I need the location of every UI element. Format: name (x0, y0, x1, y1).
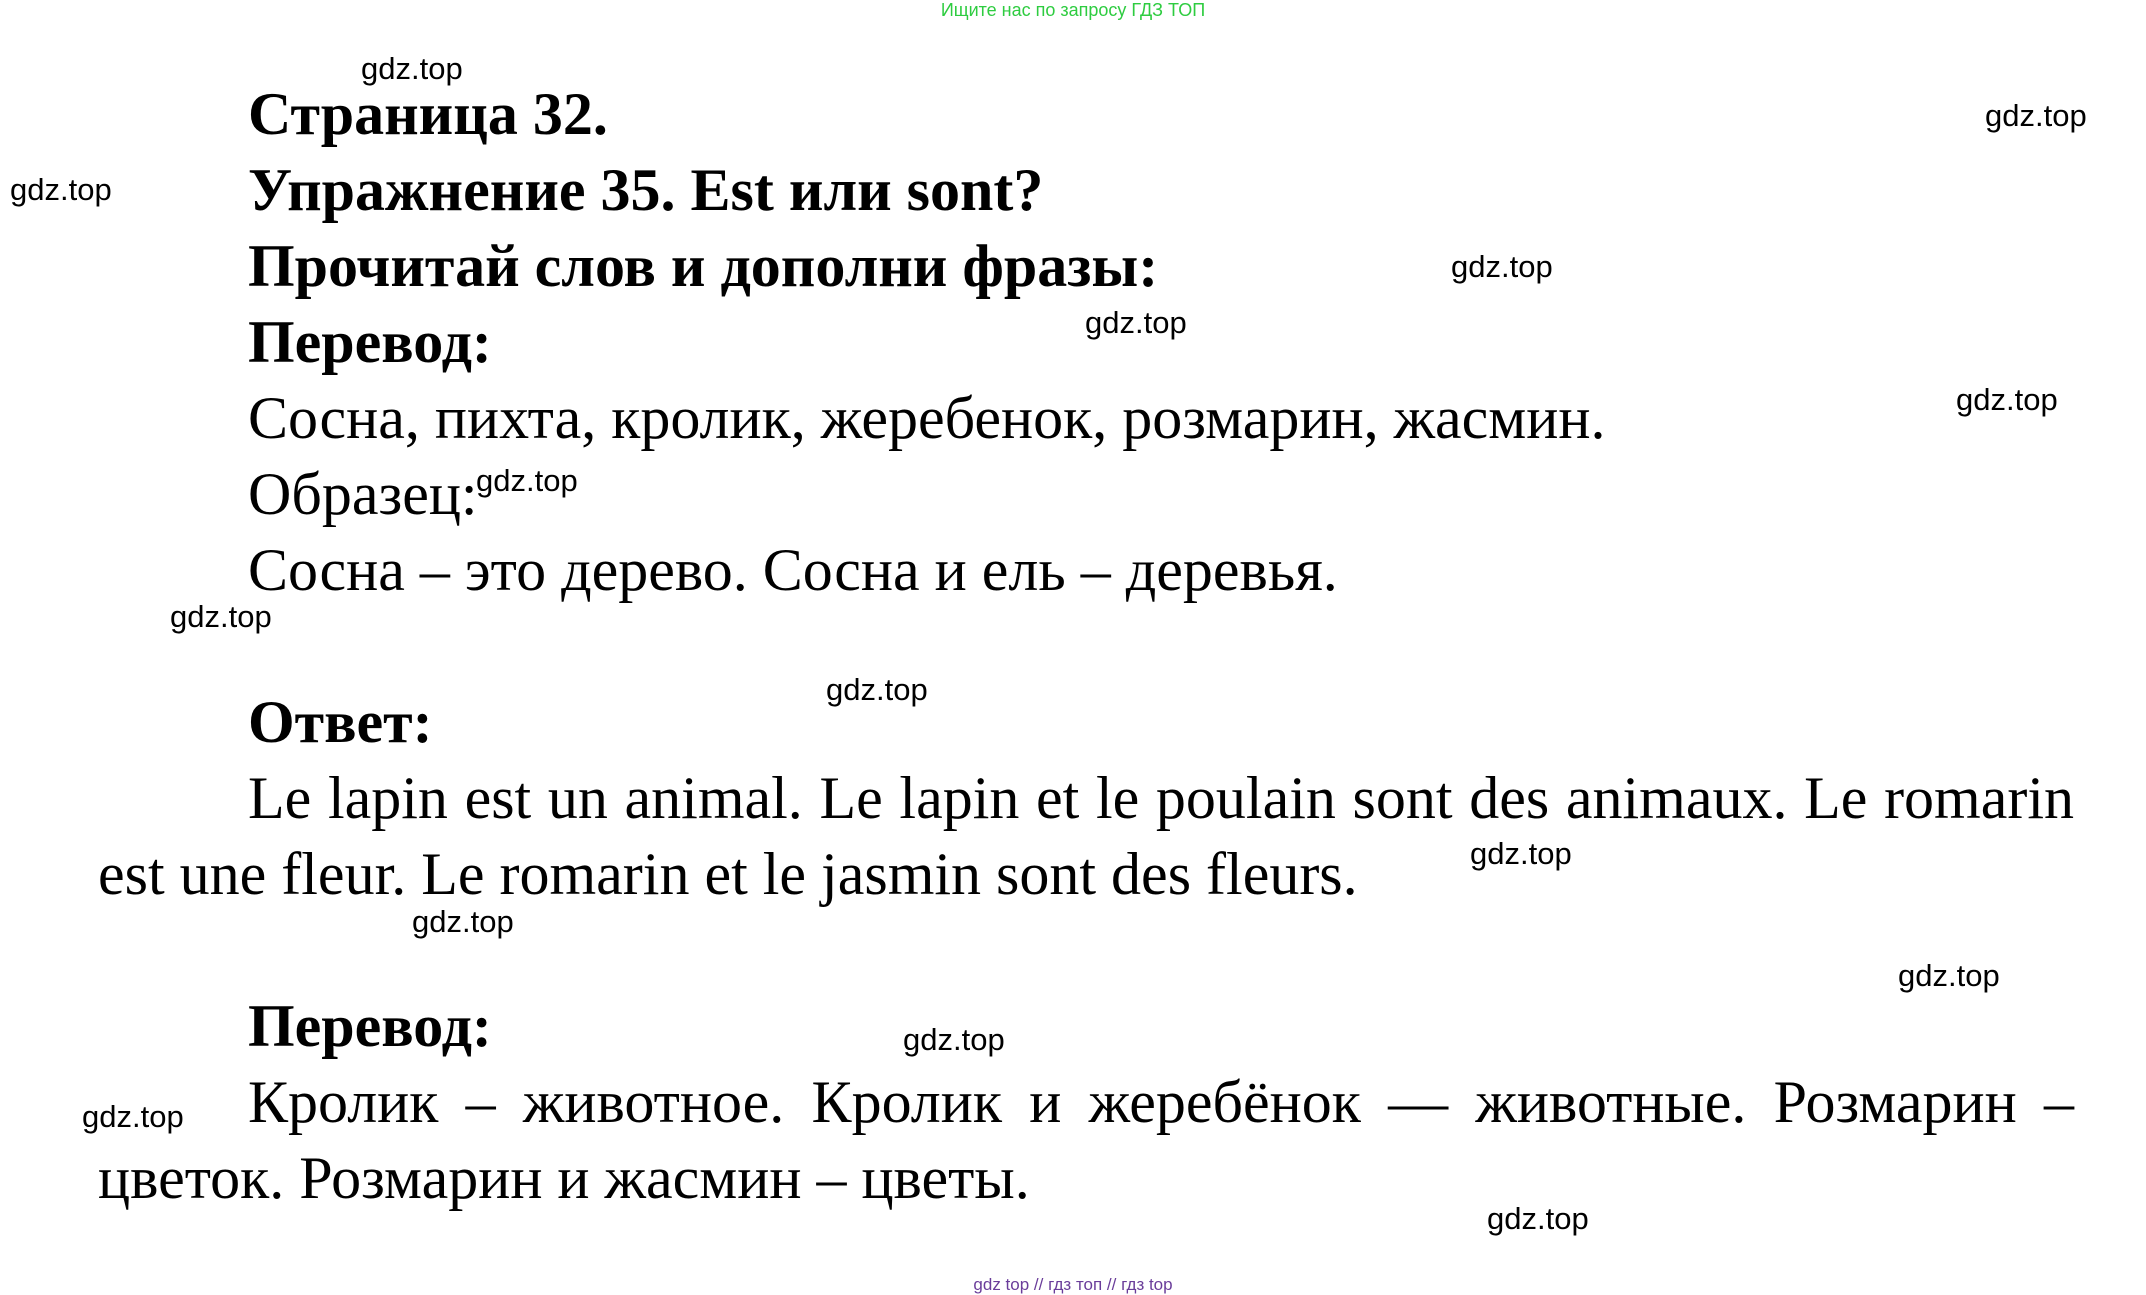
page-title: Страница 32. (248, 81, 608, 147)
watermark: gdz.top (361, 51, 463, 86)
watermark: gdz.top (826, 672, 928, 707)
watermark: gdz.top (1898, 958, 2000, 993)
answer-line: est une fleur. Le romarin et le jasmin sont des fleurs. (98, 841, 1358, 907)
watermark: gdz.top (1985, 98, 2087, 133)
watermark: gdz.top (1956, 382, 2058, 417)
sample-text: Сосна – это дерево. Сосна и ель – деревья. (248, 537, 1338, 603)
watermark: gdz.top (412, 904, 514, 939)
sample-label: Образец: (248, 461, 478, 527)
answer-line: Le lapin est un animal. Le lapin et le poulain sont des animaux. Le romarin (248, 765, 2074, 831)
watermark: gdz.top (476, 463, 578, 498)
translation-line: Кролик – животное. Кролик и жеребёнок — животные. Розмарин – (248, 1069, 2074, 1135)
search-banner: Ищите нас по запросу ГДЗ ТОП (940, 0, 1206, 20)
watermark: gdz.top (1085, 305, 1187, 340)
watermark: gdz.top (82, 1099, 184, 1134)
translation-heading: Перевод: (248, 993, 492, 1059)
answer-heading: Ответ: (248, 689, 433, 755)
instruction-text: Прочитай слов и дополни фразы: (248, 233, 1159, 299)
watermark: gdz.top (170, 599, 272, 634)
watermark: gdz.top (10, 172, 112, 207)
exercise-title: Упражнение 35. Est или sont? (248, 157, 1044, 223)
words-list: Сосна, пихта, кролик, жеребенок, розмарин, жасмин. (248, 385, 1606, 451)
translation-heading: Перевод: (248, 309, 492, 375)
watermark: gdz.top (903, 1022, 1005, 1057)
footer-watermark: gdz top // гдз топ // гдз top (973, 1275, 1173, 1294)
watermark: gdz.top (1470, 836, 1572, 871)
watermark: gdz.top (1487, 1201, 1589, 1236)
translation-line: цветок. Розмарин и жасмин – цветы. (98, 1145, 1030, 1211)
watermark: gdz.top (1451, 249, 1553, 284)
